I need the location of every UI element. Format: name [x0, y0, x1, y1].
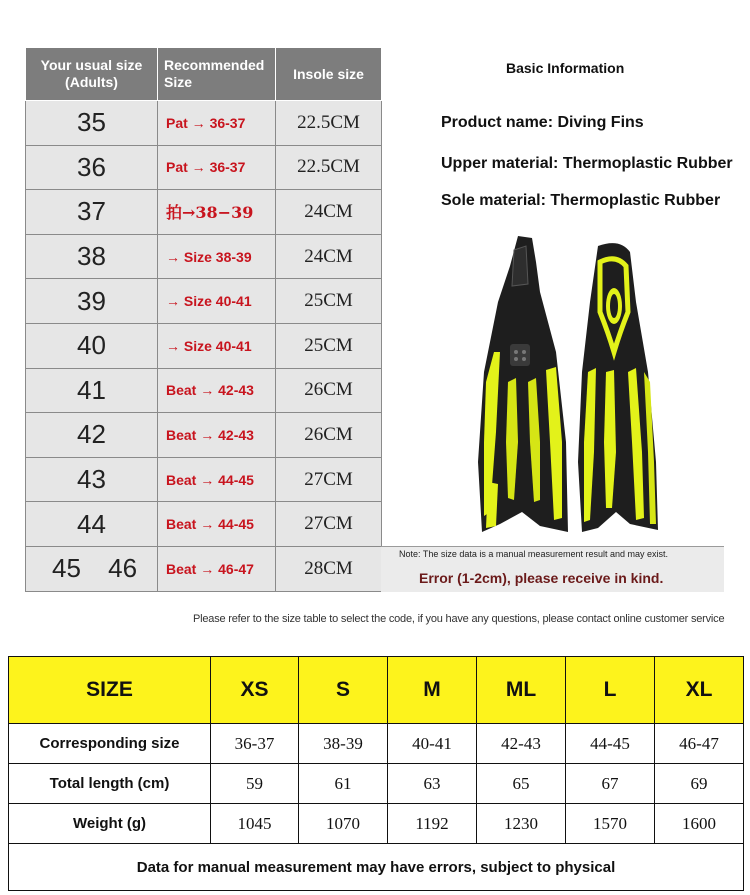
size-conversion-table — [25, 47, 382, 592]
usual-size-cell: 38 — [26, 234, 158, 279]
spec-table-footer-row — [9, 844, 744, 891]
usual-size-cell: 42 — [26, 413, 158, 458]
corresponding-size-cell: 46-47 — [655, 724, 744, 764]
table-row — [9, 804, 744, 844]
diving-fins-image — [470, 232, 675, 537]
recommended-size-cell: Beat → 44-45 — [158, 502, 276, 547]
size-code-cell: XS — [211, 657, 299, 724]
table-row — [26, 368, 382, 413]
insole-size-cell: 25CM — [276, 323, 382, 368]
recommended-size-cell: Beat → 46-47 — [158, 546, 276, 591]
usual-size-cell: 39 — [26, 279, 158, 324]
size-table-header-row — [26, 48, 382, 101]
table-row — [26, 279, 382, 324]
insole-size-cell: 22.5CM — [276, 101, 382, 146]
measurement-note-small: Note: The size data is a manual measurement result and may exist. — [399, 549, 668, 559]
total-length-cell: 61 — [299, 764, 388, 804]
right-fin-icon — [578, 243, 658, 532]
weight-cell: 1045 — [211, 804, 299, 844]
usual-size-cell: 41 — [26, 368, 158, 413]
table-row — [26, 502, 382, 547]
header-insole-size: Insole size — [276, 48, 382, 101]
table-row — [26, 101, 382, 146]
corresponding-size-cell: 36-37 — [211, 724, 299, 764]
recommended-size-cell: Beat → 42-43 — [158, 368, 276, 413]
total-length-cell: 63 — [388, 764, 477, 804]
weight-cell: 1230 — [477, 804, 566, 844]
size-code-cell: M — [388, 657, 477, 724]
size-header-label: SIZE — [9, 657, 211, 724]
weight-cell: 1070 — [299, 804, 388, 844]
usual-size-cell: 43 — [26, 457, 158, 502]
left-fin-icon — [478, 236, 568, 532]
weight-cell: 1570 — [566, 804, 655, 844]
table-row — [26, 323, 382, 368]
insole-size-cell: 26CM — [276, 368, 382, 413]
table-row — [26, 457, 382, 502]
usual-size-cell: 35 — [26, 101, 158, 146]
size-code-cell: ML — [477, 657, 566, 724]
recommended-size-cell: → Size 40-41 — [158, 323, 276, 368]
recommended-size-cell: 拍→38−39 — [158, 190, 276, 235]
size-reference-note: Please refer to the size table to select the code, if you have any questions, please contact online customer service — [193, 613, 725, 625]
corresponding-size-cell: 40-41 — [388, 724, 477, 764]
insole-size-cell: 28CM — [276, 546, 382, 591]
total-length-cell: 67 — [566, 764, 655, 804]
usual-size-cell: 44 — [26, 502, 158, 547]
upper-material-text: Upper material: Thermoplastic Rubber — [441, 155, 733, 172]
sole-material-text: Sole material: Thermoplastic Rubber — [441, 192, 721, 209]
basic-info-title: Basic Information — [506, 60, 625, 76]
measurement-disclaimer: Data for manual measurement may have errors, subject to physical — [9, 844, 744, 891]
insole-size-cell: 27CM — [276, 457, 382, 502]
recommended-size-cell: → Size 38-39 — [158, 234, 276, 279]
total-length-cell: 59 — [211, 764, 299, 804]
corresponding-size-label: Corresponding size — [9, 724, 211, 764]
corresponding-size-cell: 38-39 — [299, 724, 388, 764]
weight-cell: 1600 — [655, 804, 744, 844]
insole-size-cell: 26CM — [276, 413, 382, 458]
recommended-size-cell: Pat → 36-37 — [158, 145, 276, 190]
usual-size-cell: 37 — [26, 190, 158, 235]
table-row — [9, 724, 744, 764]
usual-size-cell: 36 — [26, 145, 158, 190]
recommended-size-cell: Pat → 36-37 — [158, 101, 276, 146]
corresponding-size-cell: 42-43 — [477, 724, 566, 764]
total-length-label: Total length (cm) — [9, 764, 211, 804]
usual-size-cell: 40 — [26, 323, 158, 368]
total-length-cell: 69 — [655, 764, 744, 804]
table-row — [26, 145, 382, 190]
recommended-size-cell: Beat → 42-43 — [158, 413, 276, 458]
header-usual-size: Your usual size (Adults) — [26, 48, 158, 101]
corresponding-size-cell: 44-45 — [566, 724, 655, 764]
table-row — [26, 413, 382, 458]
insole-size-cell: 27CM — [276, 502, 382, 547]
insole-size-cell: 25CM — [276, 279, 382, 324]
measurement-error-note: Error (1-2cm), please receive in kind. — [419, 570, 664, 586]
insole-size-cell: 24CM — [276, 234, 382, 279]
weight-label: Weight (g) — [9, 804, 211, 844]
recommended-size-cell: Beat → 44-45 — [158, 457, 276, 502]
total-length-cell: 65 — [477, 764, 566, 804]
size-code-cell: L — [566, 657, 655, 724]
product-name-text: Product name: Diving Fins — [441, 114, 644, 131]
size-spec-table — [8, 656, 744, 891]
usual-size-cell: 45 46 — [26, 546, 158, 591]
measurement-note-box — [381, 546, 724, 592]
recommended-size-cell: → Size 40-41 — [158, 279, 276, 324]
insole-size-cell: 24CM — [276, 190, 382, 235]
table-row — [26, 190, 382, 235]
insole-size-cell: 22.5CM — [276, 145, 382, 190]
table-row — [26, 234, 382, 279]
size-code-cell: XL — [655, 657, 744, 724]
header-recommended-size: Recommended Size — [158, 48, 276, 101]
table-row — [26, 546, 382, 591]
size-code-cell: S — [299, 657, 388, 724]
size-header-row — [9, 657, 744, 724]
table-row — [9, 764, 744, 804]
weight-cell: 1192 — [388, 804, 477, 844]
